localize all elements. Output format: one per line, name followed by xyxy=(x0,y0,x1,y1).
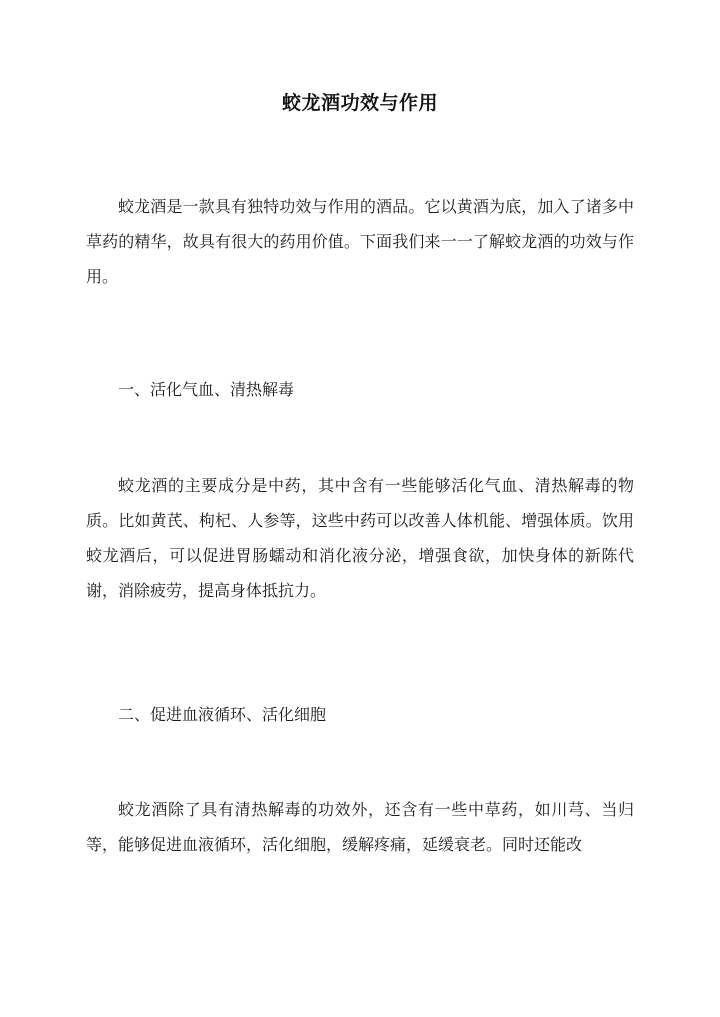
document-title: 蛟龙酒功效与作用 xyxy=(281,92,438,114)
intro-paragraph: 蛟龙酒是一款具有独特功效与作用的酒品。它以黄酒为底，加入了诸多中草药的精华，故具有很大的药用价值。下面我们来一一了解蛟龙酒的功效与作用。 xyxy=(86,197,634,286)
section-heading-2: 二、促进血液循环、活化细胞 xyxy=(118,705,327,724)
section-heading-1: 一、活化气血、清热解毒 xyxy=(118,380,295,399)
section-body-1: 蛟龙酒的主要成分是中药，其中含有一些能够活化气血、清热解毒的物质。比如黄芪、枸杞、人参等，这些中药可以改善人体机能、增强体质。饮用蛟龙酒后，可以促进胃肠蠕动和消化液分泌，增强食欲，加快身体的新陈代谢，消除疲劳，提高身体抵抗力。 xyxy=(86,476,634,600)
section-body-2: 蛟龙酒除了具有清热解毒的功效外，还含有一些中草药，如川芎、当归等，能够促进血液循环，活化细胞，缓解疼痛，延缓衰老。同时还能改 xyxy=(86,800,634,854)
